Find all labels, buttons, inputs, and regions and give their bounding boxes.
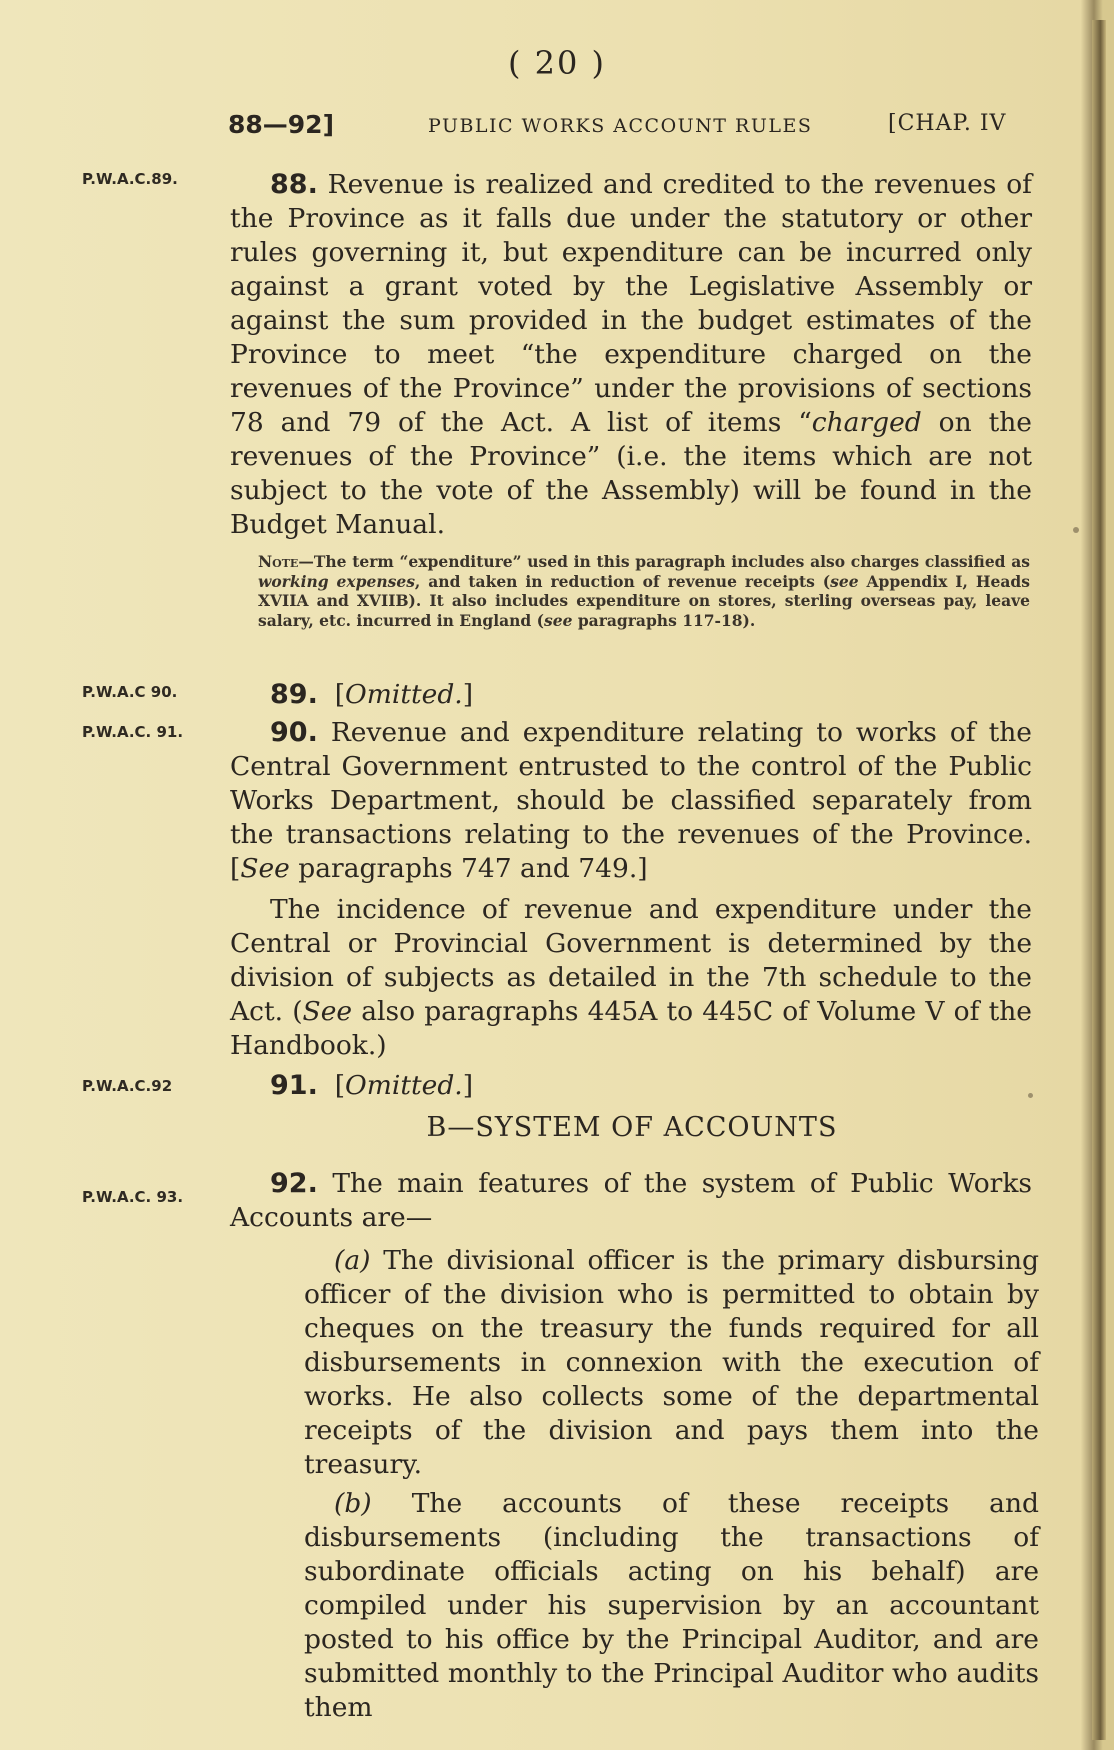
paragraph-text: Revenue and expenditure relating to works of the Central Government entrusted to the control of the Public Works Department, should be classified separately from the transactions relating to the revenues of the Province. [ (230, 717, 1032, 884)
paper-speck (1073, 527, 1079, 533)
paragraph-92 (230, 1167, 1032, 1235)
header-chapter: [CHAP. IV (888, 111, 1007, 136)
paragraph-text: The main features of the system of Public Works Accounts are— (230, 1168, 1032, 1233)
margin-ref-91: P.W.A.C.92 (82, 1077, 173, 1095)
clause-a (304, 1244, 1039, 1482)
clause-label: (b) (334, 1488, 372, 1519)
clause-text: The accounts of these receipts and disbursements (including the transactions of subordinate officials acting on his behalf) are compiled under his supervision by an accountant posted to his office by the Principal Auditor, and are submitted monthly to the Principal Auditor who audits them (304, 1488, 1039, 1723)
clause-b (304, 1487, 1039, 1725)
paragraph-number: 92. (270, 1168, 318, 1199)
paragraph-text: Revenue is realized and credited to the revenues of the Province as it falls due under the statutory or other rules governing it, but expenditure can be incurred only against a grant voted by the Legislative Assembly or against the sum provided in the budget estimates of the Province to meet “the expenditure charged on the revenues of the Province” under the provisions of sections 78 and 79 of the Act. A list of items “ (230, 169, 1032, 438)
page-spine-shadow (1092, 20, 1106, 1740)
note-text: —The term “expenditure” used in this paragraph includes also charges classified as (298, 552, 1030, 571)
paragraph-90-continued (230, 893, 1032, 1063)
paragraph-text: The incidence of revenue and expenditure under the Central or Provincial Government is determined by the division of subjects as detailed in the 7th schedule to the Act. ( (230, 894, 1032, 1027)
note-text: paragraphs 117-18). (572, 610, 756, 630)
paragraph-88 (230, 168, 1032, 542)
section-title: B—SYSTEM OF ACCOUNTS (426, 1112, 838, 1143)
clause-label: (a) (334, 1245, 371, 1276)
paragraph-italic: charged (811, 407, 922, 438)
margin-ref-89: P.W.A.C 90. (82, 683, 178, 701)
note-italic: see (543, 610, 573, 630)
note-text: Appendix I, Heads XVIIA and XVIIB). It also includes expenditure on stores, sterling overseas pay, leave salary, etc. incurred in England ( (258, 571, 1030, 630)
paragraph-number: 90. (270, 717, 318, 748)
margin-ref-88: P.W.A.C.89. (82, 170, 178, 188)
omitted-text: Omitted. (345, 1070, 463, 1101)
header-title: PUBLIC WORKS ACCOUNT RULES (428, 115, 813, 137)
clause-text: The divisional officer is the primary disbursing officer of the division who is permitted to obtain by cheques on the treasury the funds required for all disbursements in connexion with the execution of works. He also collects some of the departmental receipts of the division and pays them into the treasury. (304, 1245, 1039, 1480)
paragraph-number: 91. (270, 1070, 318, 1101)
paragraph-italic: See (240, 853, 290, 884)
paragraph-text: on the revenues of the Province” (i.e. the items which are not subject to the vote of the Assembly) will be found in the Budget Manual. (230, 407, 1032, 540)
paragraph-text: also paragraphs 445A to 445C of Volume V of the Handbook.) (230, 996, 1032, 1061)
note-italic: working expenses (258, 571, 415, 591)
note-block (258, 552, 1030, 630)
paragraph-89: 89. [Omitted.] (270, 679, 474, 710)
paragraph-italic: See (302, 996, 353, 1027)
header-section-range: 88—92] (228, 110, 335, 139)
omitted-text: Omitted. (345, 679, 463, 710)
paragraph-90 (230, 716, 1032, 886)
margin-ref-90: P.W.A.C. 91. (82, 723, 184, 741)
paragraph-text: paragraphs 747 and 749.] (289, 853, 648, 884)
margin-ref-92: P.W.A.C. 93. (82, 1188, 184, 1206)
note-label: Note (258, 552, 299, 571)
running-header (228, 110, 1038, 139)
paragraph-number: 88. (270, 169, 318, 200)
note-text: , and taken in reduction of revenue receipts ( (414, 571, 831, 591)
page-number: ( 20 ) (507, 44, 607, 82)
note-italic: see (830, 571, 859, 591)
paragraph-number: 89. (270, 679, 318, 710)
paragraph-91: 91. [Omitted.] (270, 1070, 474, 1101)
